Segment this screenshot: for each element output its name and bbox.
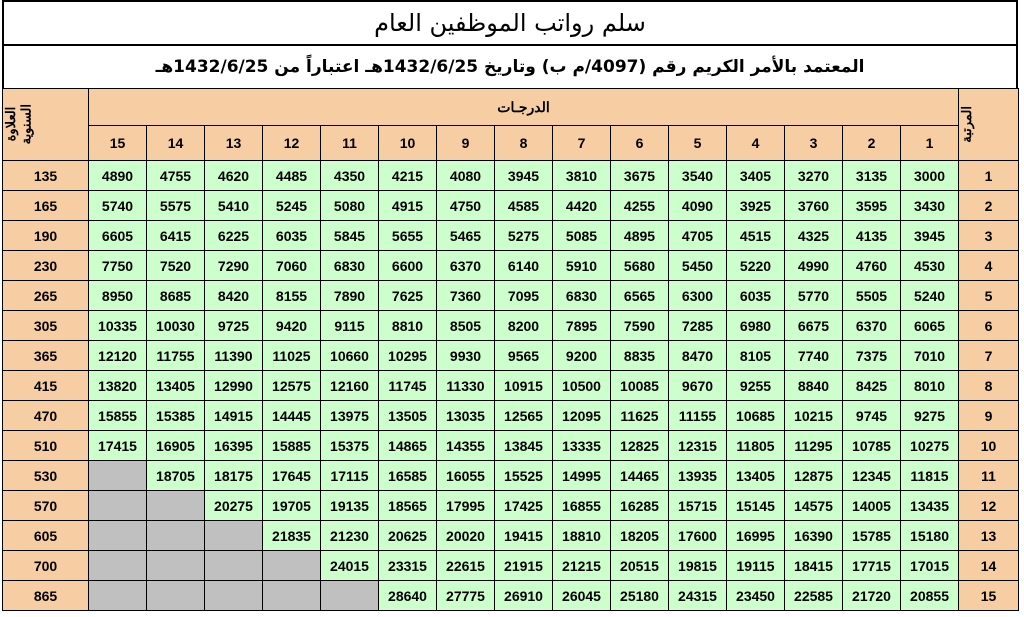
salary-cell: 8425 <box>843 371 901 401</box>
salary-cell: 7740 <box>785 341 843 371</box>
rank-cell: 5 <box>959 281 1019 311</box>
salary-cell: 25180 <box>611 581 669 611</box>
salary-cell: 28640 <box>379 581 437 611</box>
empty-cell <box>89 491 147 521</box>
salary-cell: 6035 <box>727 281 785 311</box>
salary-cell: 13035 <box>437 401 495 431</box>
salary-cell: 7360 <box>437 281 495 311</box>
salary-cell: 7625 <box>379 281 437 311</box>
salary-cell: 16055 <box>437 461 495 491</box>
salary-cell: 12160 <box>321 371 379 401</box>
salary-cell: 5085 <box>553 221 611 251</box>
rank-cell: 12 <box>959 491 1019 521</box>
table-row <box>3 221 1019 251</box>
salary-cell: 6300 <box>669 281 727 311</box>
salary-cell: 18705 <box>147 461 205 491</box>
salary-cell: 17995 <box>437 491 495 521</box>
salary-cell: 9255 <box>727 371 785 401</box>
salary-cell: 11625 <box>611 401 669 431</box>
salary-cell: 7285 <box>669 311 727 341</box>
salary-cell: 17415 <box>89 431 147 461</box>
salary-cell: 14575 <box>785 491 843 521</box>
salary-cell: 7095 <box>495 281 553 311</box>
salary-cell: 4530 <box>901 251 959 281</box>
salary-cell: 10030 <box>147 311 205 341</box>
grade-header-7: 7 <box>553 126 611 161</box>
grade-header-8: 8 <box>495 126 553 161</box>
salary-cell: 5245 <box>263 191 321 221</box>
salary-cell: 13975 <box>321 401 379 431</box>
salary-cell: 6370 <box>843 311 901 341</box>
table-row <box>3 551 1019 581</box>
salary-cell: 15855 <box>89 401 147 431</box>
salary-cell: 13845 <box>495 431 553 461</box>
salary-cell: 10085 <box>611 371 669 401</box>
salary-cell: 22615 <box>437 551 495 581</box>
rank-header <box>959 89 1019 161</box>
salary-cell: 14915 <box>205 401 263 431</box>
salary-cell: 3760 <box>785 191 843 221</box>
salary-cell: 14465 <box>611 461 669 491</box>
salary-cell: 4255 <box>611 191 669 221</box>
salary-cell: 24315 <box>669 581 727 611</box>
salary-cell: 9930 <box>437 341 495 371</box>
salary-cell: 6600 <box>379 251 437 281</box>
salary-cell: 10335 <box>89 311 147 341</box>
salary-cell: 13820 <box>89 371 147 401</box>
table-row <box>3 581 1019 611</box>
grade-header-3: 3 <box>785 126 843 161</box>
salary-cell: 9745 <box>843 401 901 431</box>
salary-cell: 4760 <box>843 251 901 281</box>
allowance-cell: 605 <box>3 521 89 551</box>
rank-cell: 15 <box>959 581 1019 611</box>
salary-cell: 13405 <box>727 461 785 491</box>
salary-cell: 4620 <box>205 161 263 191</box>
salary-cell: 4990 <box>785 251 843 281</box>
grade-header-6: 6 <box>611 126 669 161</box>
salary-cell: 6065 <box>901 311 959 341</box>
salary-cell: 3270 <box>785 161 843 191</box>
salary-cell: 11295 <box>785 431 843 461</box>
salary-cell: 16390 <box>785 521 843 551</box>
salary-cell: 8950 <box>89 281 147 311</box>
salary-cell: 17715 <box>843 551 901 581</box>
salary-cell: 18415 <box>785 551 843 581</box>
salary-cell: 16855 <box>553 491 611 521</box>
salary-cell: 6415 <box>147 221 205 251</box>
table-row <box>3 311 1019 341</box>
salary-cell: 3945 <box>495 161 553 191</box>
salary-cell: 8835 <box>611 341 669 371</box>
salary-cell: 14005 <box>843 491 901 521</box>
allowance-cell: 165 <box>3 191 89 221</box>
salary-cell: 15785 <box>843 521 901 551</box>
salary-scale-table <box>2 88 1019 611</box>
salary-cell: 15375 <box>321 431 379 461</box>
rank-header-label: المرتبة <box>959 106 975 143</box>
page-title: سلم رواتب الموظفين العام <box>2 0 1018 46</box>
salary-cell: 17115 <box>321 461 379 491</box>
salary-cell: 12345 <box>843 461 901 491</box>
allowance-header <box>3 89 89 161</box>
salary-cell: 4705 <box>669 221 727 251</box>
salary-cell: 17645 <box>263 461 321 491</box>
salary-cell: 7520 <box>147 251 205 281</box>
salary-cell: 4750 <box>437 191 495 221</box>
salary-cell: 7890 <box>321 281 379 311</box>
salary-cell: 9200 <box>553 341 611 371</box>
salary-cell: 12315 <box>669 431 727 461</box>
salary-cell: 4215 <box>379 161 437 191</box>
salary-cell: 18175 <box>205 461 263 491</box>
salary-cell: 9420 <box>263 311 321 341</box>
salary-cell: 9725 <box>205 311 263 341</box>
salary-cell: 9275 <box>901 401 959 431</box>
salary-cell: 5410 <box>205 191 263 221</box>
salary-cell: 3405 <box>727 161 785 191</box>
rank-cell: 11 <box>959 461 1019 491</box>
empty-cell <box>205 551 263 581</box>
salary-cell: 5575 <box>147 191 205 221</box>
salary-cell: 12825 <box>611 431 669 461</box>
salary-cell: 11805 <box>727 431 785 461</box>
allowance-header-line2: السنوية <box>18 104 34 145</box>
salary-cell: 19705 <box>263 491 321 521</box>
allowance-cell: 135 <box>3 161 89 191</box>
salary-cell: 6830 <box>321 251 379 281</box>
salary-cell: 10660 <box>321 341 379 371</box>
empty-cell <box>205 521 263 551</box>
salary-cell: 21215 <box>553 551 611 581</box>
salary-cell: 20855 <box>901 581 959 611</box>
empty-cell <box>147 521 205 551</box>
salary-cell: 4325 <box>785 221 843 251</box>
salary-cell: 5465 <box>437 221 495 251</box>
salary-cell: 7060 <box>263 251 321 281</box>
salary-cell: 13505 <box>379 401 437 431</box>
salary-cell: 6605 <box>89 221 147 251</box>
allowance-cell: 230 <box>3 251 89 281</box>
salary-cell: 21720 <box>843 581 901 611</box>
salary-cell: 11025 <box>263 341 321 371</box>
salary-cell: 27775 <box>437 581 495 611</box>
salary-cell: 5240 <box>901 281 959 311</box>
empty-cell <box>89 461 147 491</box>
salary-cell: 12990 <box>205 371 263 401</box>
salary-cell: 3135 <box>843 161 901 191</box>
salary-cell: 8685 <box>147 281 205 311</box>
salary-cell: 21230 <box>321 521 379 551</box>
table-row <box>3 491 1019 521</box>
salary-cell: 7010 <box>901 341 959 371</box>
salary-cell: 17015 <box>901 551 959 581</box>
salary-cell: 4585 <box>495 191 553 221</box>
empty-cell <box>147 551 205 581</box>
salary-cell: 4890 <box>89 161 147 191</box>
rank-cell: 6 <box>959 311 1019 341</box>
rank-cell: 10 <box>959 431 1019 461</box>
salary-cell: 20020 <box>437 521 495 551</box>
grade-header-12: 12 <box>263 126 321 161</box>
salary-cell: 19815 <box>669 551 727 581</box>
salary-cell: 18205 <box>611 521 669 551</box>
salary-cell: 14355 <box>437 431 495 461</box>
rank-cell: 14 <box>959 551 1019 581</box>
allowance-cell: 530 <box>3 461 89 491</box>
salary-cell: 11330 <box>437 371 495 401</box>
salary-cell: 19135 <box>321 491 379 521</box>
salary-cell: 5680 <box>611 251 669 281</box>
salary-cell: 11755 <box>147 341 205 371</box>
salary-cell: 4350 <box>321 161 379 191</box>
empty-cell <box>147 491 205 521</box>
grade-header-2: 2 <box>843 126 901 161</box>
salary-cell: 20625 <box>379 521 437 551</box>
grade-header-15: 15 <box>89 126 147 161</box>
salary-cell: 7895 <box>553 311 611 341</box>
salary-cell: 3540 <box>669 161 727 191</box>
rank-cell: 7 <box>959 341 1019 371</box>
allowance-cell: 700 <box>3 551 89 581</box>
empty-cell <box>263 581 321 611</box>
table-row <box>3 251 1019 281</box>
table-row <box>3 401 1019 431</box>
salary-cell: 8420 <box>205 281 263 311</box>
rank-cell: 13 <box>959 521 1019 551</box>
salary-cell: 5770 <box>785 281 843 311</box>
allowance-cell: 365 <box>3 341 89 371</box>
salary-cell: 9670 <box>669 371 727 401</box>
salary-cell: 15145 <box>727 491 785 521</box>
salary-cell: 13935 <box>669 461 727 491</box>
salary-cell: 16285 <box>611 491 669 521</box>
salary-cell: 3675 <box>611 161 669 191</box>
salary-cell: 8200 <box>495 311 553 341</box>
salary-cell: 13335 <box>553 431 611 461</box>
salary-cell: 16395 <box>205 431 263 461</box>
salary-cell: 12095 <box>553 401 611 431</box>
salary-cell: 14445 <box>263 401 321 431</box>
salary-cell: 22585 <box>785 581 843 611</box>
salary-cell: 18810 <box>553 521 611 551</box>
empty-cell <box>89 581 147 611</box>
salary-cell: 4135 <box>843 221 901 251</box>
salary-cell: 10275 <box>901 431 959 461</box>
allowance-cell: 190 <box>3 221 89 251</box>
salary-cell: 9565 <box>495 341 553 371</box>
salary-cell: 12875 <box>785 461 843 491</box>
empty-cell <box>205 581 263 611</box>
salary-cell: 18565 <box>379 491 437 521</box>
empty-cell <box>147 581 205 611</box>
salary-cell: 13435 <box>901 491 959 521</box>
salary-cell: 15385 <box>147 401 205 431</box>
table-row <box>3 431 1019 461</box>
grades-header: الدرجـات <box>89 89 959 126</box>
allowance-cell: 265 <box>3 281 89 311</box>
salary-cell: 3430 <box>901 191 959 221</box>
salary-cell: 5220 <box>727 251 785 281</box>
salary-cell: 17600 <box>669 521 727 551</box>
salary-cell: 11390 <box>205 341 263 371</box>
salary-cell: 21835 <box>263 521 321 551</box>
rank-cell: 1 <box>959 161 1019 191</box>
table-row <box>3 191 1019 221</box>
salary-cell: 5740 <box>89 191 147 221</box>
salary-cell: 8470 <box>669 341 727 371</box>
salary-cell: 8105 <box>727 341 785 371</box>
salary-cell: 20275 <box>205 491 263 521</box>
allowance-cell: 510 <box>3 431 89 461</box>
salary-cell: 15525 <box>495 461 553 491</box>
grade-header-5: 5 <box>669 126 727 161</box>
grade-header-9: 9 <box>437 126 495 161</box>
salary-cell: 23450 <box>727 581 785 611</box>
salary-cell: 3810 <box>553 161 611 191</box>
salary-cell: 6370 <box>437 251 495 281</box>
table-row <box>3 281 1019 311</box>
salary-cell: 4755 <box>147 161 205 191</box>
salary-cell: 8010 <box>901 371 959 401</box>
salary-cell: 26910 <box>495 581 553 611</box>
salary-cell: 19115 <box>727 551 785 581</box>
salary-cell: 4515 <box>727 221 785 251</box>
salary-cell: 8155 <box>263 281 321 311</box>
salary-cell: 7590 <box>611 311 669 341</box>
salary-cell: 17425 <box>495 491 553 521</box>
salary-cell: 4915 <box>379 191 437 221</box>
allowance-cell: 570 <box>3 491 89 521</box>
salary-cell: 5655 <box>379 221 437 251</box>
salary-cell: 10500 <box>553 371 611 401</box>
salary-cell: 16995 <box>727 521 785 551</box>
empty-cell <box>89 521 147 551</box>
salary-cell: 8810 <box>379 311 437 341</box>
salary-cell: 4895 <box>611 221 669 251</box>
salary-cell: 16585 <box>379 461 437 491</box>
salary-cell: 10295 <box>379 341 437 371</box>
table-row <box>3 161 1019 191</box>
salary-cell: 11745 <box>379 371 437 401</box>
salary-cell: 10915 <box>495 371 553 401</box>
allowance-cell: 470 <box>3 401 89 431</box>
rank-cell: 4 <box>959 251 1019 281</box>
salary-cell: 7290 <box>205 251 263 281</box>
salary-cell: 6675 <box>785 311 843 341</box>
salary-cell: 6225 <box>205 221 263 251</box>
salary-cell: 12120 <box>89 341 147 371</box>
salary-cell: 6140 <box>495 251 553 281</box>
salary-cell: 12565 <box>495 401 553 431</box>
salary-cell: 5275 <box>495 221 553 251</box>
salary-cell: 4090 <box>669 191 727 221</box>
salary-cell: 5910 <box>553 251 611 281</box>
salary-cell: 26045 <box>553 581 611 611</box>
grade-header-1: 1 <box>901 126 959 161</box>
salary-cell: 11155 <box>669 401 727 431</box>
salary-cell: 4485 <box>263 161 321 191</box>
empty-cell <box>89 551 147 581</box>
salary-cell: 6830 <box>553 281 611 311</box>
salary-cell: 3000 <box>901 161 959 191</box>
allowance-cell: 415 <box>3 371 89 401</box>
salary-cell: 11815 <box>901 461 959 491</box>
salary-cell: 15885 <box>263 431 321 461</box>
salary-cell: 7750 <box>89 251 147 281</box>
rank-cell: 2 <box>959 191 1019 221</box>
grade-header-11: 11 <box>321 126 379 161</box>
allowance-header-line1: العلاوة <box>3 107 18 142</box>
salary-cell: 9115 <box>321 311 379 341</box>
salary-cell: 4080 <box>437 161 495 191</box>
salary-cell: 7375 <box>843 341 901 371</box>
salary-cell: 15715 <box>669 491 727 521</box>
salary-cell: 5080 <box>321 191 379 221</box>
empty-cell <box>263 551 321 581</box>
allowance-cell: 865 <box>3 581 89 611</box>
table-row <box>3 461 1019 491</box>
salary-cell: 19415 <box>495 521 553 551</box>
rank-cell: 3 <box>959 221 1019 251</box>
table-row <box>3 521 1019 551</box>
salary-cell: 10785 <box>843 431 901 461</box>
grade-header-10: 10 <box>379 126 437 161</box>
salary-cell: 14995 <box>553 461 611 491</box>
salary-cell: 21915 <box>495 551 553 581</box>
salary-cell: 4420 <box>553 191 611 221</box>
salary-cell: 10215 <box>785 401 843 431</box>
salary-cell: 23315 <box>379 551 437 581</box>
salary-cell: 16905 <box>147 431 205 461</box>
salary-cell: 10685 <box>727 401 785 431</box>
salary-cell: 3595 <box>843 191 901 221</box>
grade-header-14: 14 <box>147 126 205 161</box>
page-subtitle: المعتمد بالأمر الكريم رقم (4097/م ب) وتاريخ 1432/6/25هـ اعتباراً من 1432/6/25هـ <box>2 46 1018 88</box>
salary-cell: 6565 <box>611 281 669 311</box>
rank-cell: 9 <box>959 401 1019 431</box>
allowance-cell: 305 <box>3 311 89 341</box>
rank-cell: 8 <box>959 371 1019 401</box>
salary-cell: 6035 <box>263 221 321 251</box>
salary-cell: 14865 <box>379 431 437 461</box>
salary-cell: 5845 <box>321 221 379 251</box>
table-row <box>3 371 1019 401</box>
salary-cell: 24015 <box>321 551 379 581</box>
grade-header-13: 13 <box>205 126 263 161</box>
empty-cell <box>321 581 379 611</box>
salary-cell: 20515 <box>611 551 669 581</box>
salary-cell: 5505 <box>843 281 901 311</box>
salary-cell: 8840 <box>785 371 843 401</box>
salary-cell: 3925 <box>727 191 785 221</box>
salary-cell: 5450 <box>669 251 727 281</box>
grade-header-4: 4 <box>727 126 785 161</box>
salary-cell: 13405 <box>147 371 205 401</box>
salary-cell: 15180 <box>901 521 959 551</box>
salary-cell: 8505 <box>437 311 495 341</box>
salary-cell: 3945 <box>901 221 959 251</box>
salary-cell: 6980 <box>727 311 785 341</box>
salary-cell: 12575 <box>263 371 321 401</box>
table-row <box>3 341 1019 371</box>
